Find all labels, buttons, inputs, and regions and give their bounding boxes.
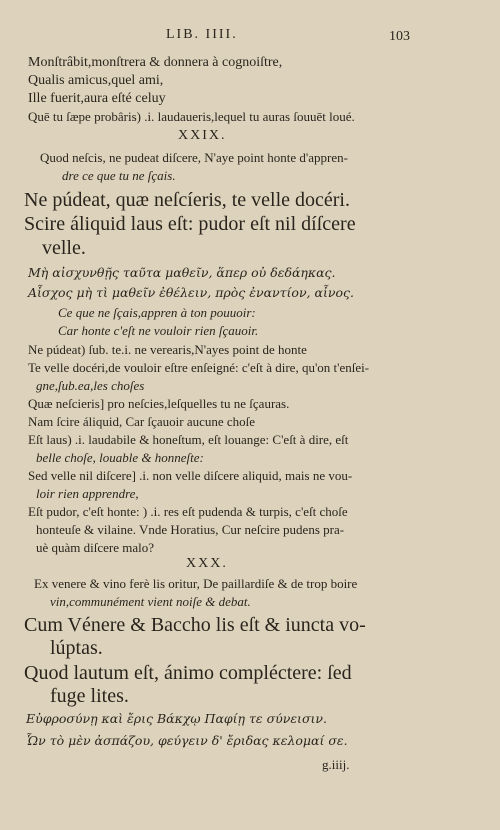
text-line: gne,ſub.ea,les choſes bbox=[36, 378, 145, 393]
greek-line: Αἶσχος μὴ τὶ μαθεῖν ἐθέλειν, πρὸς ἐναντίον, αἶνος. bbox=[28, 285, 354, 300]
greek-line: Εὐφροσύνῃ καὶ ἔρις Βάκχῳ Παφίῃ τε σύνεισιν. bbox=[26, 711, 327, 726]
verse-line: lúptas. bbox=[50, 637, 103, 659]
text-line: Eſt laus) .i. laudabile & honeſtum, eſt louange: C'eſt à dire, eſt bbox=[28, 432, 349, 447]
text-line: Eſt pudor, c'eſt honte: ) .i. res eſt pudenda & turpis, c'eſt choſe bbox=[28, 504, 348, 519]
section-number: XXX. bbox=[186, 556, 228, 571]
text-line: Quod neſcis, ne pudeat diſcere, N'aye point honte d'appren- bbox=[40, 150, 348, 165]
verse-line: Cum Vénere & Baccho lis eſt & iuncta vo- bbox=[24, 614, 366, 636]
text-line: Monſtrâbit,monſtrera & donnera à cognoiſtre, bbox=[28, 55, 283, 70]
running-title: LIB. IIII. bbox=[166, 27, 238, 42]
text-line: Te velle docéri,de vouloir eſtre enſeigné: c'eſt à dire, qu'on t'enſei- bbox=[28, 360, 370, 375]
signature-mark: g.iiij. bbox=[322, 757, 350, 772]
verse-line: Ne púdeat, quæ neſcíeris, te velle docéri. bbox=[24, 189, 350, 211]
greek-line: Ὧν τὸ μὲν ἀσπάζου, φεύγειν δ' ἔριδας κελομαί σε. bbox=[26, 733, 348, 748]
text-line: Car honte c'eſt ne vouloir rien ſçauoir. bbox=[58, 323, 259, 338]
text-line: Quæ neſcieris] pro neſcies,leſquelles tu ne ſçauras. bbox=[28, 396, 290, 411]
text-line: uè quàm diſcere malo? bbox=[36, 540, 155, 555]
section-number: XXIX. bbox=[178, 128, 227, 143]
page-number: 103 bbox=[389, 29, 410, 44]
verse-line: Quod lautum eſt, ánimo compléctere: ſed bbox=[24, 662, 352, 684]
text-line: dre ce que tu ne ſçais. bbox=[62, 168, 176, 183]
text-line: Ille fuerit,aura eſté celuy bbox=[28, 91, 166, 106]
greek-line: Μὴ αἰσχυνθῇς ταῦτα μαθεῖν, ἅπερ οὐ δεδάηκας. bbox=[28, 265, 336, 280]
text-line: Quē tu ſæpe probâris) .i. laudaueris,lequel tu auras ſouuēt loué. bbox=[28, 109, 355, 124]
text-line: Ce que ne ſçais,appren à ton pouuoir: bbox=[58, 305, 256, 320]
text-line: Sed velle nil diſcere] .i. non velle diſcere aliquid, mais ne vou- bbox=[28, 468, 353, 483]
verse-line: fuge lites. bbox=[50, 685, 129, 707]
text-line: Ne púdeat) ſub. te.i. ne verearis,N'ayes point de honte bbox=[28, 342, 307, 357]
text-line: loir rien apprendre, bbox=[36, 486, 139, 501]
text-line: Ex venere & vino ferè lis oritur, De paillardiſe & de trop boire bbox=[34, 576, 358, 591]
text-line: honteuſe & vilaine. Vnde Horatius, Cur neſcire pudens pra- bbox=[36, 522, 345, 537]
text-line: vin,communément vient noiſe & debat. bbox=[50, 594, 251, 609]
text-line: belle choſe, louable & honneſte: bbox=[36, 450, 204, 465]
text-line: Nam ſcire áliquid, Car ſçauoir aucune choſe bbox=[28, 414, 256, 429]
verse-line: Scire áliquid laus eſt: pudor eſt nil díſcere bbox=[24, 213, 356, 235]
verse-line: velle. bbox=[42, 237, 86, 259]
text-line: Qualis amicus,quel ami, bbox=[28, 73, 164, 88]
